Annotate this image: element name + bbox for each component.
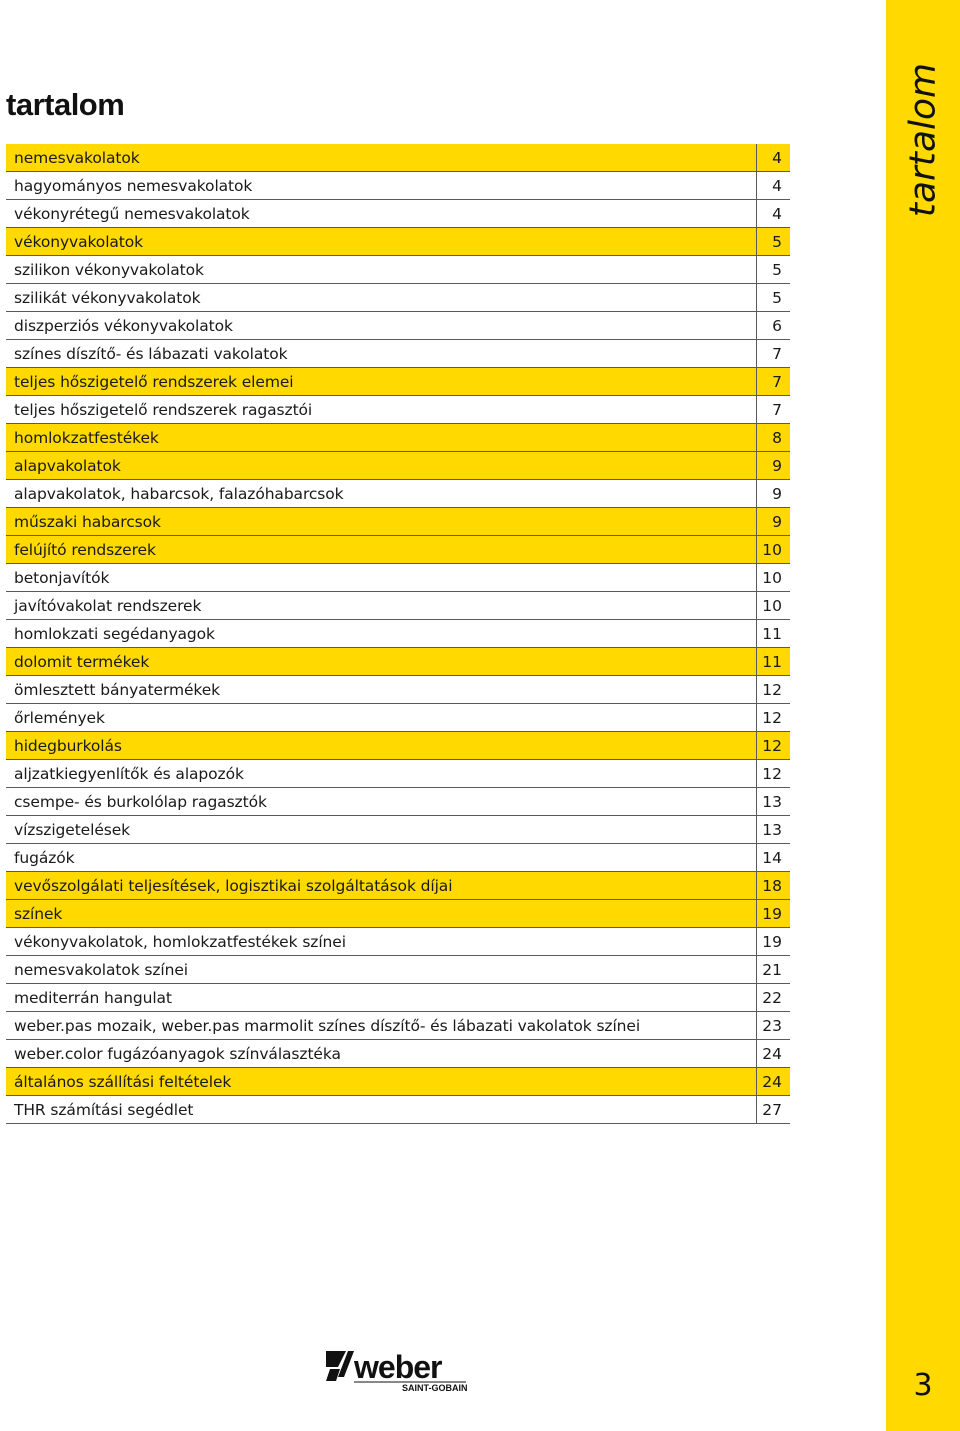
toc-page-number: 7 bbox=[756, 368, 790, 395]
toc-page-number: 4 bbox=[756, 200, 790, 227]
toc-row bbox=[6, 844, 790, 872]
toc-label: homlokzatfestékek bbox=[14, 428, 159, 447]
toc-label: fugázók bbox=[14, 848, 75, 867]
toc-row bbox=[6, 872, 790, 900]
toc-page-number: 9 bbox=[756, 480, 790, 507]
toc-label: hagyományos nemesvakolatok bbox=[14, 176, 253, 195]
toc-page-number: 13 bbox=[756, 816, 790, 843]
toc-page-number: 11 bbox=[756, 648, 790, 675]
toc-row bbox=[6, 228, 790, 256]
toc-page-number: 12 bbox=[756, 676, 790, 703]
toc-page-number: 11 bbox=[756, 620, 790, 647]
toc-row bbox=[6, 620, 790, 648]
toc-label: hidegburkolás bbox=[14, 736, 122, 755]
toc-page-number: 19 bbox=[756, 928, 790, 955]
toc-page-number: 21 bbox=[756, 956, 790, 983]
table-of-contents bbox=[6, 144, 790, 1124]
toc-label: vevőszolgálati teljesítések, logisztikai szolgáltatások díjai bbox=[14, 876, 453, 895]
page-title: tartalom bbox=[6, 86, 125, 122]
toc-row bbox=[6, 704, 790, 732]
toc-label: javítóvakolat rendszerek bbox=[14, 596, 202, 615]
toc-row bbox=[6, 732, 790, 760]
toc-label: felújító rendszerek bbox=[14, 540, 156, 559]
toc-row bbox=[6, 508, 790, 536]
toc-page-number: 27 bbox=[756, 1096, 790, 1123]
toc-row bbox=[6, 592, 790, 620]
toc-label: őrlemények bbox=[14, 708, 105, 727]
toc-page-number: 19 bbox=[756, 900, 790, 927]
toc-label: vízszigetelések bbox=[14, 820, 131, 839]
toc-label: vékonyvakolatok, homlokzatfestékek színei bbox=[14, 932, 346, 951]
toc-page-number: 24 bbox=[756, 1040, 790, 1067]
toc-row bbox=[6, 424, 790, 452]
toc-page-number: 5 bbox=[756, 256, 790, 283]
toc-page-number: 4 bbox=[756, 144, 790, 171]
page-number: 3 bbox=[913, 1368, 933, 1403]
toc-page-number: 5 bbox=[756, 228, 790, 255]
side-title-text: tartalom bbox=[902, 62, 944, 218]
toc-page-number: 7 bbox=[756, 396, 790, 423]
toc-row bbox=[6, 1012, 790, 1040]
toc-label: csempe- és burkolólap ragasztók bbox=[14, 792, 267, 811]
toc-label: alapvakolatok, habarcsok, falazóhabarcsok bbox=[14, 484, 344, 503]
toc-row bbox=[6, 900, 790, 928]
toc-label: színes díszítő- és lábazati vakolatok bbox=[14, 344, 288, 363]
toc-page-number: 6 bbox=[756, 312, 790, 339]
toc-label: teljes hőszigetelő rendszerek ragasztói bbox=[14, 400, 313, 419]
toc-row bbox=[6, 564, 790, 592]
toc-label: weber.pas mozaik, weber.pas marmolit színes díszítő- és lábazati vakolatok színei bbox=[14, 1016, 641, 1035]
toc-row bbox=[6, 788, 790, 816]
toc-label: nemesvakolatok bbox=[14, 148, 140, 167]
toc-page-number: 4 bbox=[756, 172, 790, 199]
toc-page-number: 18 bbox=[756, 872, 790, 899]
toc-label: weber.color fugázóanyagok színválasztéka bbox=[14, 1044, 341, 1063]
toc-label: homlokzati segédanyagok bbox=[14, 624, 215, 643]
toc-label: szilikon vékonyvakolatok bbox=[14, 260, 204, 279]
weber-logo bbox=[324, 1347, 470, 1395]
toc-row bbox=[6, 368, 790, 396]
toc-page-number: 5 bbox=[756, 284, 790, 311]
toc-page-number: 9 bbox=[756, 508, 790, 535]
logo-brand-text: weber bbox=[354, 1349, 442, 1385]
toc-row bbox=[6, 144, 790, 172]
toc-row bbox=[6, 1040, 790, 1068]
logo-mark-icon bbox=[326, 1351, 354, 1381]
toc-label: vékonyvakolatok bbox=[14, 232, 144, 251]
toc-row bbox=[6, 676, 790, 704]
toc-row bbox=[6, 536, 790, 564]
toc-row bbox=[6, 452, 790, 480]
toc-row bbox=[6, 256, 790, 284]
toc-page-number: 9 bbox=[756, 452, 790, 479]
toc-page-number: 10 bbox=[756, 536, 790, 563]
toc-page-number: 10 bbox=[756, 564, 790, 591]
toc-row bbox=[6, 956, 790, 984]
toc-row bbox=[6, 172, 790, 200]
toc-row bbox=[6, 928, 790, 956]
toc-page-number: 12 bbox=[756, 760, 790, 787]
toc-page-number: 8 bbox=[756, 424, 790, 451]
toc-row bbox=[6, 1096, 790, 1124]
toc-label: aljzatkiegyenlítők és alapozók bbox=[14, 764, 244, 783]
toc-page-number: 10 bbox=[756, 592, 790, 619]
toc-row bbox=[6, 200, 790, 228]
toc-page-number: 7 bbox=[756, 340, 790, 367]
toc-label: vékonyrétegű nemesvakolatok bbox=[14, 204, 250, 223]
toc-label: THR számítási segédlet bbox=[14, 1100, 194, 1119]
logo-sub-text: SAINT-GOBAIN bbox=[402, 1383, 468, 1393]
toc-page-number: 12 bbox=[756, 732, 790, 759]
toc-label: teljes hőszigetelő rendszerek elemei bbox=[14, 372, 294, 391]
toc-row bbox=[6, 984, 790, 1012]
toc-label: szilikát vékonyvakolatok bbox=[14, 288, 201, 307]
toc-row bbox=[6, 312, 790, 340]
toc-label: betonjavítók bbox=[14, 568, 110, 587]
toc-label: diszperziós vékonyvakolatok bbox=[14, 316, 233, 335]
toc-page-number: 24 bbox=[756, 1068, 790, 1095]
toc-label: dolomit termékek bbox=[14, 652, 150, 671]
toc-row bbox=[6, 340, 790, 368]
side-title bbox=[886, 62, 960, 218]
toc-label: színek bbox=[14, 904, 63, 923]
toc-page-number: 12 bbox=[756, 704, 790, 731]
toc-row bbox=[6, 1068, 790, 1096]
toc-label: általános szállítási feltételek bbox=[14, 1072, 232, 1091]
toc-page-number: 14 bbox=[756, 844, 790, 871]
toc-row bbox=[6, 648, 790, 676]
toc-row bbox=[6, 760, 790, 788]
toc-label: alapvakolatok bbox=[14, 456, 121, 475]
toc-row bbox=[6, 816, 790, 844]
toc-row bbox=[6, 284, 790, 312]
toc-label: mediterrán hangulat bbox=[14, 988, 172, 1007]
toc-row bbox=[6, 396, 790, 424]
toc-label: műszaki habarcsok bbox=[14, 512, 161, 531]
toc-label: ömlesztett bányatermékek bbox=[14, 680, 221, 699]
toc-row bbox=[6, 480, 790, 508]
toc-page-number: 13 bbox=[756, 788, 790, 815]
toc-page-number: 23 bbox=[756, 1012, 790, 1039]
toc-page-number: 22 bbox=[756, 984, 790, 1011]
toc-label: nemesvakolatok színei bbox=[14, 960, 189, 979]
